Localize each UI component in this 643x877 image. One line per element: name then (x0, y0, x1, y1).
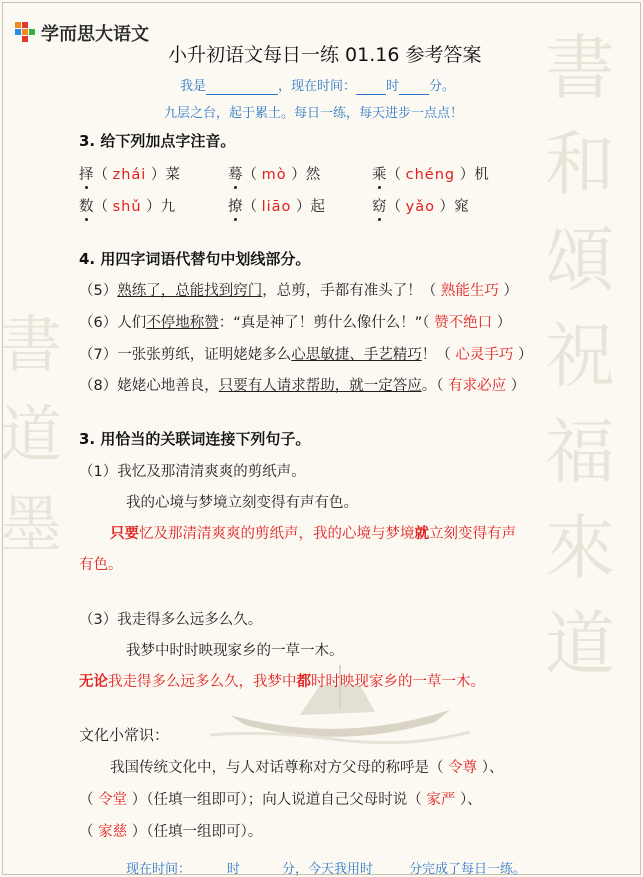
item-pre: 一张张剪纸，证明姥姥多么 (117, 347, 292, 363)
page-title: 小升初语文每日一练 01.16 参考答案 (168, 44, 482, 66)
item-post: 。（ (421, 378, 444, 394)
idiom-answer: 心灵手巧 (455, 347, 514, 363)
item-number: （5） (79, 283, 118, 299)
item-number: （7） (79, 347, 118, 363)
idiom-item-6 (79, 311, 511, 332)
idiom-answer: 赞不绝口 (434, 315, 493, 331)
dotted-char: 乘 (372, 163, 387, 184)
word-rest: 起 (310, 199, 326, 215)
footer-hour-blank (191, 862, 227, 877)
culture-line3 (79, 820, 262, 841)
footer-time-line (126, 858, 526, 877)
time-label: ，现在时间： (278, 79, 357, 94)
conj-q3-answer (79, 670, 485, 691)
word-rest: 菜 (165, 167, 180, 183)
dotted-char: 蓦 (228, 163, 243, 184)
pinyin-item-4: 数（ shǔ ）九 (79, 195, 175, 216)
culture-answer: 家严 (426, 792, 456, 808)
pinyin-answer: yǎo (405, 199, 435, 215)
culture-answer: 家慈 (98, 824, 128, 840)
pinyin-item-2: 蓦（ mò ）然 (228, 163, 320, 184)
culture-text: ）（任填一组即可）；向人说道自己父母时说（ (131, 792, 422, 808)
pinyin-item-5: 撩（ liāo ）起 (228, 195, 325, 216)
minute-label: 分。 (429, 79, 456, 94)
underlined-phrase: 熟练了，总能找到窍门 (117, 283, 263, 299)
logo-mark-icon (13, 20, 37, 46)
conj-q1-line1: （1）我忆及那清清爽爽的剪纸声。 (79, 464, 306, 480)
word-rest: 机 (474, 167, 489, 183)
conjunction-keyword: 都 (296, 674, 311, 690)
item-pre: 人们 (117, 315, 147, 331)
motto: 九层之台，起于累土。每日一练，每天进步一点点！ (164, 106, 464, 121)
pinyin-answer: zhái (112, 167, 147, 183)
culture-answer: 令尊 (448, 760, 478, 776)
footer-end-label: 分完成了每日一练。 (409, 862, 527, 877)
footer-minute-blank (240, 862, 282, 877)
answer-text: 立刻变得有声 (429, 526, 516, 542)
culture-text: （ (79, 824, 94, 840)
section-heading-conjunctions: 3. 用恰当的关联词连接下列句子。 (79, 430, 311, 448)
conjunction-keyword: 只要 (110, 526, 139, 542)
conj-q3-line2: 我梦中时时映现家乡的一草一木。 (126, 643, 344, 659)
underlined-phrase: 不停地称赞 (146, 315, 219, 331)
answer-text: 我走得多么远多么久，我梦中 (108, 674, 297, 690)
word-rest: 九 (160, 199, 176, 215)
idiom-answer: 有求必应 (448, 378, 507, 394)
calligraphy-watermark-right: 書和頌祝福來道 (545, 27, 615, 685)
intro-name-time-line (180, 75, 455, 95)
item-number: （8） (79, 378, 118, 394)
item-close: ） (510, 378, 526, 394)
culture-text: ）、 (481, 760, 504, 776)
culture-answer: 令堂 (98, 792, 128, 808)
footer-label: 现在时间： (126, 862, 192, 877)
item-post: ！（ (421, 347, 451, 363)
hour-label: 时 (386, 79, 400, 94)
culture-heading: 文化小常识： (79, 726, 170, 744)
word-rest: 然 (305, 167, 321, 183)
minute-blank (399, 79, 429, 95)
footer-hour-label: 时 (227, 862, 241, 877)
item-post: ：“真是神了！剪什么像什么！”（ (218, 315, 430, 331)
conjunction-keyword: 无论 (79, 674, 108, 690)
pinyin-item-6: 窈（ yǎo ）窕 (372, 195, 469, 216)
underlined-phrase: 心思敏捷、手艺精巧 (291, 347, 422, 363)
idiom-item-8 (79, 374, 525, 395)
idiom-item-5 (79, 279, 518, 300)
pinyin-answer: shǔ (112, 199, 142, 215)
culture-text: 我国传统文化中，与人对话尊称对方父母的称呼是（ (110, 760, 444, 776)
logo-text: 学而思大语文 (41, 24, 149, 45)
name-blank (206, 79, 278, 95)
underlined-phrase: 只要有人请求帮助，就一定答应 (218, 378, 422, 394)
word-rest: 窕 (454, 199, 469, 215)
conj-q1-answer (110, 522, 516, 543)
pinyin-item-1: 择（ zhái ）菜 (79, 163, 180, 184)
item-pre: 姥姥心地善良， (117, 378, 219, 394)
dotted-char: 择 (79, 163, 94, 184)
section-heading-idioms: 4. 用四字词语代替句中划线部分。 (79, 250, 311, 268)
conj-q1-line2: 我的心境与梦境立刻变得有声有色。 (126, 495, 358, 511)
brand-logo (13, 20, 149, 46)
culture-text: （ (79, 792, 94, 808)
calligraphy-watermark-left: 書道墨 (0, 308, 63, 561)
culture-line2 (79, 788, 482, 809)
pinyin-answer: mò (261, 167, 287, 183)
item-close: ） (496, 315, 512, 331)
pinyin-answer: liāo (261, 199, 292, 215)
idiom-item-7 (79, 343, 532, 364)
item-number: （6） (79, 315, 118, 331)
culture-line1 (110, 756, 503, 777)
item-post: ，总剪，手都有准头了！（ (262, 283, 437, 299)
me-label: 我是 (180, 79, 207, 94)
conj-q3-line1: （3）我走得多么远多么久。 (79, 612, 263, 628)
answer-text: 忆及那清清爽爽的剪纸声，我的心境与梦境 (139, 526, 415, 542)
hour-blank (356, 79, 386, 95)
section-heading-pinyin: 3. 给下列加点字注音。 (79, 132, 236, 150)
culture-text: ）（任填一组即可）。 (131, 824, 263, 840)
pinyin-item-3: 乘（ chéng ）机 (372, 163, 489, 184)
dotted-char: 数 (79, 195, 94, 216)
conj-q1-answer-wrap: 有色。 (79, 557, 123, 573)
conjunction-keyword: 就 (414, 526, 429, 542)
pinyin-answer: chéng (405, 167, 456, 183)
idiom-answer: 熟能生巧 (440, 283, 499, 299)
item-close: ） (517, 347, 533, 363)
item-close: ） (503, 283, 518, 299)
footer-duration-blank (373, 862, 409, 877)
footer-minute-label: 分，今天我用时 (282, 862, 374, 877)
answer-text: 时时映现家乡的一草一木。 (311, 674, 485, 690)
dotted-char: 撩 (228, 195, 243, 216)
culture-text: ）、 (459, 792, 482, 808)
dotted-char: 窈 (372, 195, 387, 216)
